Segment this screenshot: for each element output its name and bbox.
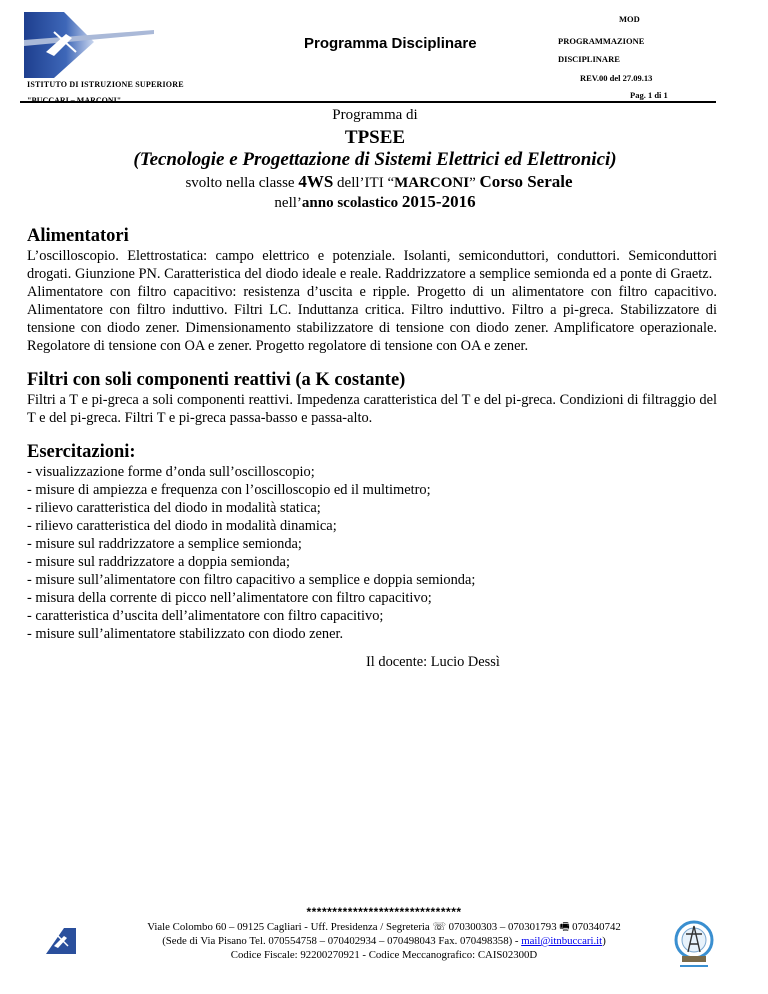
list-item: - caratteristica d’uscita dell’alimentatore con filtro capacitivo; — [27, 608, 384, 624]
section-heading-esercitazioni: Esercitazioni: — [27, 442, 136, 462]
mod-label: MOD — [619, 14, 640, 24]
list-item: - rilievo caratteristica del diodo in modalità statica; — [27, 500, 321, 516]
list-item: - misure sull’alimentatore con filtro capacitivo a semplice e doppia semionda; — [27, 572, 476, 588]
footer-branch-text: (Sede di Via Pisano Tel. 070554758 – 070402934 – 070498043 Fax. 070498358) - — [162, 935, 522, 947]
list-item: - misure sul raddrizzatore a semplice semionda; — [27, 536, 302, 552]
mod-title-2: DISCIPLINARE — [558, 54, 620, 64]
year-label: anno scolastico — [301, 195, 402, 211]
footer-contacts — [0, 920, 768, 962]
mod-title-1: PROGRAMMAZIONE — [558, 36, 645, 46]
class-mid: dell’ITI “ — [333, 175, 395, 191]
document-header — [20, 8, 716, 103]
footer-address: Viale Colombo 60 – 09125 Cagliari - Uff. Presidenza / Segreteria ☏ 070300303 – 070301793 🖷 070340742 — [147, 921, 621, 933]
title-block — [0, 107, 768, 212]
footer-codes: Codice Fiscale: 92200270921 - Codice Meccanografico: CAIS02300D — [230, 949, 538, 961]
year-prefix: nell’ — [274, 195, 302, 211]
teacher-signature: Il docente: Lucio Dessì — [366, 654, 500, 670]
list-item: - misure di ampiezza e frequenza con l’oscilloscopio ed il multimetro; — [27, 482, 431, 498]
subject-full-name: (Tecnologie e Progettazione di Sistemi Elettrici ed Elettronici) — [133, 149, 617, 170]
school-name: MARCONI — [394, 175, 470, 191]
institute-name: ISTITUTO DI ISTRUZIONE SUPERIORE — [27, 80, 184, 89]
footer-branch: (Sede di Via Pisano Tel. 070554758 – 070402934 – 070498043 Fax. 070498358) - mail@itnbuccari.it) — [162, 935, 606, 947]
program-content — [27, 225, 717, 643]
list-item: - misure sul raddrizzatore a doppia semionda; — [27, 554, 290, 570]
course-name: Corso Serale — [479, 172, 573, 191]
section-paragraph: Alimentatore con filtro capacitivo: resistenza d’uscita e ripple. Progetto di un alimentatore con filtro capacitivo. Alimentatore con filtro induttivo. Filtri LC. Induttanza critica. Filtro induttivo. Filtro a pi-greca. Stabilizzatore di tensione con diodo zener. Dimensionamento stabilizzatore di tensione con diodo zener. Amplificatore operazionale. Regolatore di tensione con OA e zener. Progetto regolatore di tensione con OA e zener. — [27, 284, 717, 354]
footer-separator: ****************************** — [306, 905, 462, 919]
list-item: - rilievo caratteristica del diodo in modalità dinamica; — [27, 518, 337, 534]
email-link[interactable]: mail@itnbuccari.it — [521, 935, 603, 947]
class-line — [0, 172, 768, 192]
exercise-list — [27, 463, 717, 643]
revision: REV.00 del 27.09.13 — [580, 73, 653, 83]
subject-code: TPSEE — [344, 127, 406, 148]
class-name: 4WS — [298, 172, 334, 191]
school-year: 2015-2016 — [401, 192, 476, 211]
section-paragraph: Filtri a T e pi-greca a soli componenti reattivi. Impedenza caratteristica del T e del pi-greca. Condizioni di filtraggio del T e del pi-greca. Filtri T e pi-greca passa-basso e passa-alto. — [27, 392, 717, 426]
institute-seal-icon — [674, 912, 714, 976]
class-post: ” — [469, 175, 480, 191]
section-heading-filtri: Filtri con soli componenti reattivi (a K costante) — [27, 370, 406, 390]
list-item: - misura della corrente di picco nell’alimentatore con filtro capacitivo; — [27, 590, 432, 606]
page-number: Pag. 1 di 1 — [630, 90, 668, 100]
header-rule — [20, 101, 716, 103]
list-item: - misure sull’alimentatore stabilizzato con diodo zener. — [27, 626, 344, 642]
program-title: Programma Disciplinare — [304, 35, 477, 52]
year-line — [0, 192, 768, 212]
school-logo-icon — [24, 12, 154, 78]
class-prefix: svolto nella classe — [185, 175, 299, 191]
list-item: - visualizzazione forme d’onda sull’oscilloscopio; — [27, 464, 315, 480]
section-heading-alimentatori: Alimentatori — [27, 226, 129, 246]
section-paragraph: L’oscilloscopio. Elettrostatica: campo elettrico e potenziale. Isolanti, semiconduttori, conduttori. Semiconduttori drogati. Giunzione PN. Caratteristica del diodo ideale e reale. Raddrizzatore a semplice semionda ed a ponte di Graetz. — [27, 248, 717, 282]
program-of: Programma di — [332, 107, 418, 123]
